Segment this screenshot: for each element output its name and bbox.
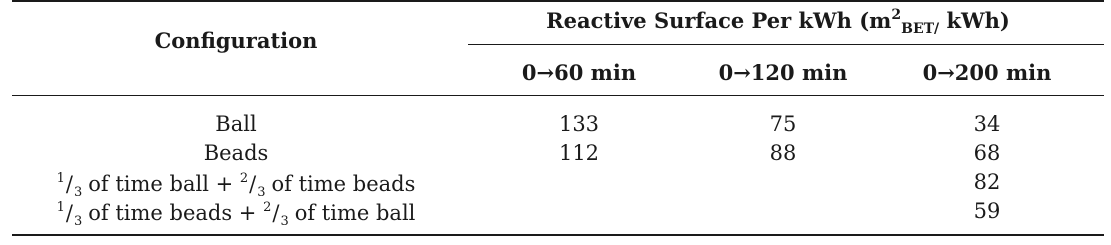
table-cell: 75 bbox=[769, 112, 797, 136]
fraction-two-thirds: $^2/_3$ bbox=[263, 200, 289, 229]
table-cell: 88 bbox=[769, 141, 797, 165]
group-header-suffix: kWh) bbox=[939, 8, 1010, 33]
fraction-one-third: $^1/_3$ bbox=[56, 171, 83, 200]
table-row-label-ball-then-beads: $^1/_3$ of time ball + $^2/_3$ of time beads bbox=[56, 171, 416, 200]
group-header-prefix: Reactive Surface Per kWh (m bbox=[546, 8, 892, 33]
fraction-two-thirds: $^2/_3$ bbox=[239, 171, 266, 200]
time-header-200: 0→200 min bbox=[922, 60, 1052, 85]
table-bottom-rule bbox=[12, 234, 1104, 236]
table-row-label-beads: Beads bbox=[203, 141, 269, 165]
group-header-rule bbox=[468, 44, 1104, 45]
time-header-120: 0→120 min bbox=[718, 60, 848, 85]
fraction-one-third: $^1/_3$ bbox=[56, 200, 83, 229]
group-header-sub: BET/ bbox=[901, 21, 940, 37]
configuration-header: Configuration bbox=[154, 28, 318, 53]
table-cell: 68 bbox=[973, 141, 1001, 165]
table-row-label-ball: Ball bbox=[215, 112, 257, 136]
table-cell: 34 bbox=[973, 112, 1001, 136]
reactive-surface-header bbox=[546, 8, 1010, 36]
table-cell: 82 bbox=[973, 170, 1001, 194]
time-header-60: 0→60 min bbox=[521, 60, 637, 85]
table-row-label-beads-then-ball: $^1/_3$ of time beads + $^2/_3$ of time ball bbox=[56, 200, 416, 229]
table-top-rule bbox=[12, 0, 1104, 2]
header-bottom-rule bbox=[12, 95, 1104, 96]
group-header-sup: 2 bbox=[891, 7, 902, 23]
table-cell: 112 bbox=[558, 141, 600, 165]
table-cell: 133 bbox=[558, 112, 600, 136]
table-cell: 59 bbox=[973, 199, 1001, 223]
